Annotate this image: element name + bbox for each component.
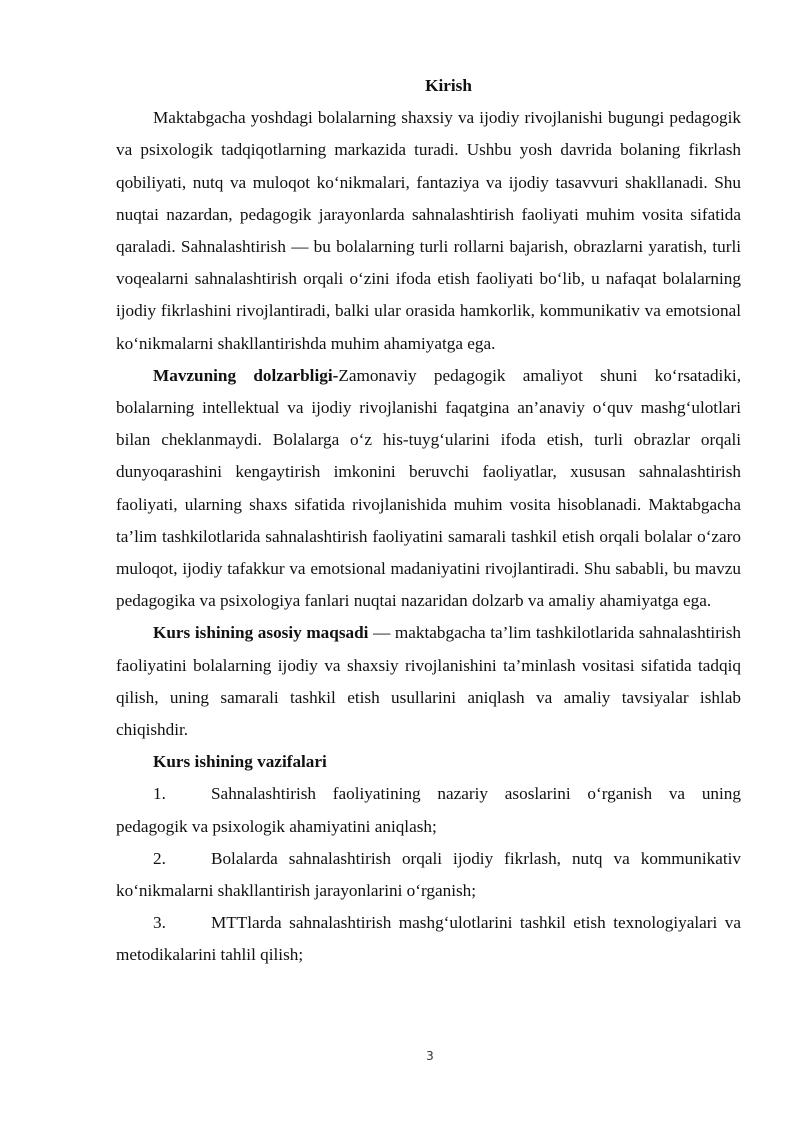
goal-paragraph — [116, 617, 741, 746]
task-text: Bolalarda sahnalashtirish orqali ijodiy fikrlash, nutq va kommunikativ ko‘nikmalarni shakllantirish jarayonlarini o‘rganish; — [116, 848, 741, 901]
page-number: 3 — [426, 1049, 434, 1063]
relevance-paragraph — [116, 360, 741, 618]
goal-text: — maktabgacha ta’lim tashkilotlarida sahnalashtirish faoliyatini bolalarning ijodiy va shaxsiy rivojlanishini ta’minlash vositasi sifatida tadqiq qilish, uning samarali tashkil etish usullarini aniqlash va amaliy tavsiyalar ishlab chiqishdir. — [116, 623, 741, 740]
task-number: 1. — [153, 784, 166, 804]
tasks-heading: Kurs ishining vazifalari — [153, 752, 327, 772]
goal-label: Kurs ishining asosiy maqsadi — [153, 623, 369, 643]
relevance-text: Zamonaviy pedagogik amaliyot shuni ko‘rsatadiki, bolalarning intellektual va ijodiy rivojlanishi faqatgina an’anaviy o‘quv mashg‘ulotlari bilan cheklanmaydi. Bolalarga o‘z his-tuyg‘ularini ifoda etish, turli obrazlar orqali dunyoqarashini kengaytirish imkonini beruvchi faoliyatlar, xususan sahnalashtirish faoliyati, ularning shaxs sifatida rivojlanishida muhim vosita hisoblanadi. Maktabgacha ta’lim tashkilotlarida sahnalashtirish faoliyatini samarali tashkil etish orqali bolalar o‘zaro muloqot, ijodiy tafakkur va emotsional madaniyatini rivojlantiradi. Shu sababli, bu mavzu pedagogika va psixologiya fanlari nuqtai nazaridan dolzarb va amaliy ahamiyatga ega. — [116, 365, 741, 611]
task-text: MTTlarda sahnalashtirish mashg‘ulotlarini tashkil etish texnologiyalari va metodikalarini tahlil qilish; — [116, 913, 741, 965]
relevance-label: Mavzuning dolzarbligi- — [153, 365, 339, 385]
task-item — [116, 907, 741, 971]
task-number: 2. — [153, 848, 166, 868]
section-title: Kirish — [425, 76, 472, 95]
page-content — [116, 70, 741, 972]
task-text: Sahnalashtirish faoliyatining nazariy asoslarini o‘rganish va uning pedagogik va psixologik ahamiyatini aniqlash; — [116, 784, 741, 836]
intro-paragraph: Maktabgacha yoshdagi bolalarning shaxsiy va ijodiy rivojlanishi bugungi pedagogik va psixologik tadqiqotlarning markazida turadi. Ushbu yosh davrida bolaning fikrlash qobiliyati, nutq va muloqot ko‘nikmalari, fantaziya va ijodiy tasavvuri shakllanadi. Shu nuqtai nazardan, pedagogik jarayonlarda sahnalashtirish faoliyati muhim vosita sifatida qaraladi. Sahnalashtirish — bu bolalarning turli rollarni bajarish, obrazlarni yaratish, turli voqealarni sahnalashtirish orqali o‘zini ifoda etish faoliyati bo‘lib, u nafaqat bolalarning ijodiy fikrlashini rivojlantiradi, balki ular orasida hamkorlik, kommunikativ va emotsional ko‘nikmalarni shakllantirishda muhim ahamiyatga ega. — [116, 108, 741, 353]
task-item — [116, 843, 741, 907]
task-number: 3. — [153, 913, 166, 933]
task-item — [116, 778, 741, 842]
